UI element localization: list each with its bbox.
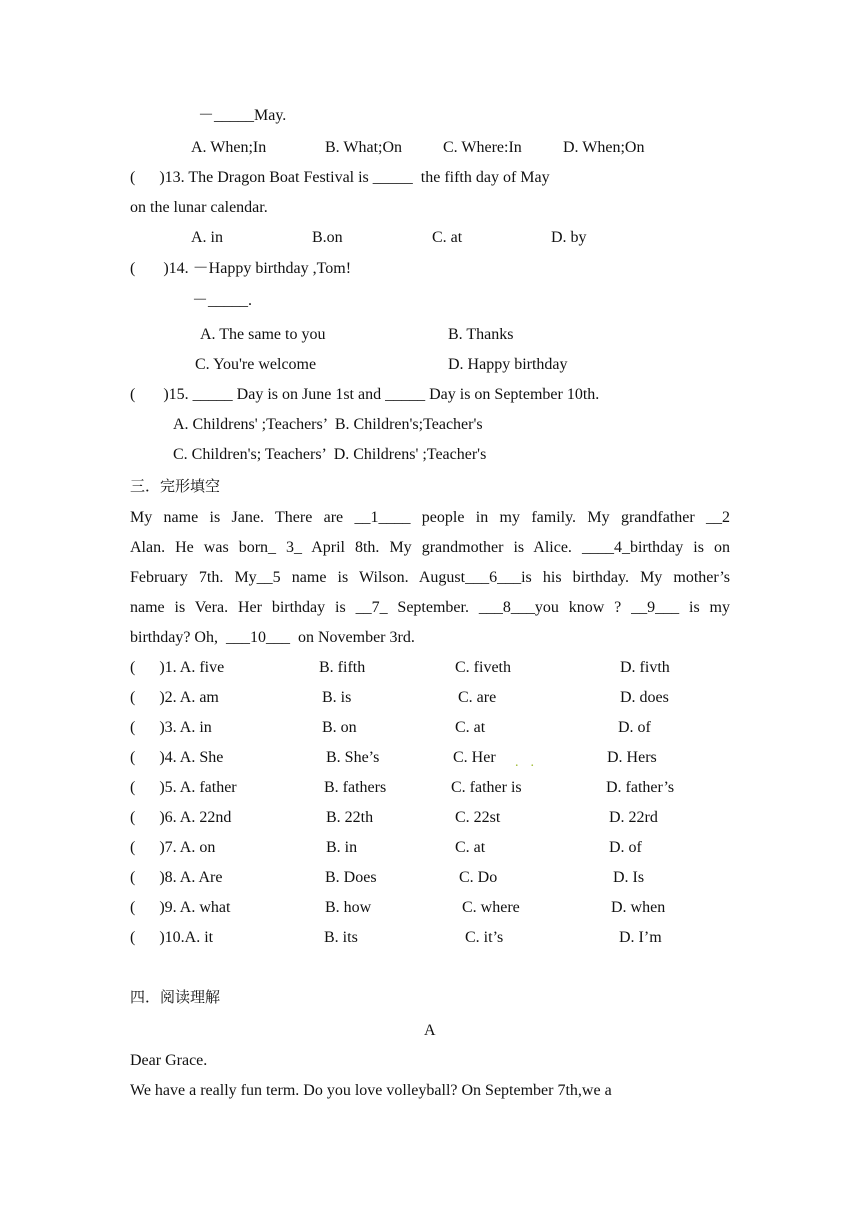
cloze-passage-line: birthday? Oh, ___10___ on November 3rd. <box>130 629 415 646</box>
cloze-q3-d: D. of <box>618 719 651 736</box>
cloze-q8-a: ( )8. A. Are <box>130 869 223 886</box>
letter-line: We have a really fun term. Do you love volleyball? On September 7th,we a <box>130 1082 612 1099</box>
q13-option-b: B.on <box>312 229 343 246</box>
cloze-q4-d: D. Hers <box>607 749 657 766</box>
q14-option-d: D. Happy birthday <box>448 356 568 373</box>
cloze-q10-c: C. it’s <box>465 929 504 946</box>
letter-salutation: Dear Grace. <box>130 1052 208 1069</box>
q13-option-a: A. in <box>191 229 223 246</box>
section-4-heading: 四．阅读理解 <box>130 988 221 1006</box>
q14-option-a: A. The same to you <box>200 326 326 343</box>
cloze-q7-d: D. of <box>609 839 642 856</box>
q12-answer-line: －_____May. <box>198 107 287 124</box>
cloze-q10-d: D. I’m <box>619 929 662 946</box>
cloze-q3-c: C. at <box>455 719 486 736</box>
q15-options-row1: A. Childrens' ;Teachers’ B. Children's;Teacher's <box>173 416 483 433</box>
cloze-q3-b: B. on <box>322 719 357 736</box>
cloze-q1-b: B. fifth <box>319 659 366 676</box>
cloze-q9-a: ( )9. A. what <box>130 899 231 916</box>
cloze-passage-line: name is Vera. Her birthday is __7_ September. ___8___you know ? __9___ is my <box>130 599 730 616</box>
cloze-q9-d: D. when <box>611 899 666 916</box>
q15-options-row2: C. Children's; Teachers’ D. Childrens' ;Teacher's <box>173 446 487 463</box>
stray-mark-dots: .. <box>515 755 546 770</box>
cloze-q7-a: ( )7. A. on <box>130 839 216 856</box>
cloze-q4-b: B. She’s <box>326 749 380 766</box>
cloze-q9-c: C. where <box>462 899 520 916</box>
section-3-heading: 三．完形填空 <box>130 477 221 495</box>
q12-option-d: D. When;On <box>563 139 645 156</box>
cloze-q5-b: B. fathers <box>324 779 387 796</box>
q13-option-d: D. by <box>551 229 587 246</box>
cloze-q10-a: ( )10.A. it <box>130 929 214 946</box>
cloze-q9-b: B. how <box>325 899 372 916</box>
cloze-q4-c: C. Her <box>453 749 496 766</box>
cloze-q6-b: B. 22th <box>326 809 374 826</box>
q14-option-b: B. Thanks <box>448 326 514 343</box>
cloze-q4-a: ( )4. A. She <box>130 749 224 766</box>
cloze-passage-line: February 7th. My__5 name is Wilson. August___6___is his birthday. My mother’s <box>130 569 730 586</box>
cloze-q5-a: ( )5. A. father <box>130 779 237 796</box>
q14-stem: ( )14. －Happy birthday ,Tom! <box>130 260 352 277</box>
q12-option-a: A. When;In <box>191 139 267 156</box>
cloze-q10-b: B. its <box>324 929 358 946</box>
cloze-passage-line: Alan. He was born_ 3_ April 8th. My grandmother is Alice. ____4_birthday is on <box>130 539 730 556</box>
q12-option-b: B. What;On <box>325 139 403 156</box>
cloze-q1-c: C. fiveth <box>455 659 511 676</box>
cloze-q2-a: ( )2. A. am <box>130 689 219 706</box>
q13-stem: ( )13. The Dragon Boat Festival is _____ the fifth day of May <box>130 169 550 186</box>
cloze-q2-c: C. are <box>458 689 497 706</box>
cloze-q6-c: C. 22st <box>455 809 501 826</box>
cloze-q1-a: ( )1. A. five <box>130 659 225 676</box>
cloze-q8-d: D. Is <box>613 869 645 886</box>
cloze-q5-d: D. father’s <box>606 779 675 796</box>
cloze-q3-a: ( )3. A. in <box>130 719 212 736</box>
q13-stem-cont: on the lunar calendar. <box>130 199 268 216</box>
cloze-q6-a: ( )6. A. 22nd <box>130 809 232 826</box>
q15-stem: ( )15. _____ Day is on June 1st and _____ Day is on September 10th. <box>130 386 600 403</box>
cloze-passage-line: My name is Jane. There are __1____ people in my family. My grandfather __2 <box>130 509 730 526</box>
cloze-q8-c: C. Do <box>459 869 498 886</box>
cloze-q7-b: B. in <box>326 839 358 856</box>
q13-option-c: C. at <box>432 229 463 246</box>
cloze-q2-d: D. does <box>620 689 669 706</box>
cloze-q7-c: C. at <box>455 839 486 856</box>
cloze-q6-d: D. 22rd <box>609 809 658 826</box>
passage-label: A <box>424 1022 436 1039</box>
q12-option-c: C. Where:In <box>443 139 522 156</box>
cloze-q5-c: C. father is <box>451 779 522 796</box>
cloze-q2-b: B. is <box>322 689 352 706</box>
q14-answer-line: －_____. <box>192 292 253 309</box>
cloze-q1-d: D. fivth <box>620 659 670 676</box>
cloze-q8-b: B. Does <box>325 869 377 886</box>
q14-option-c: C. You're welcome <box>195 356 317 373</box>
